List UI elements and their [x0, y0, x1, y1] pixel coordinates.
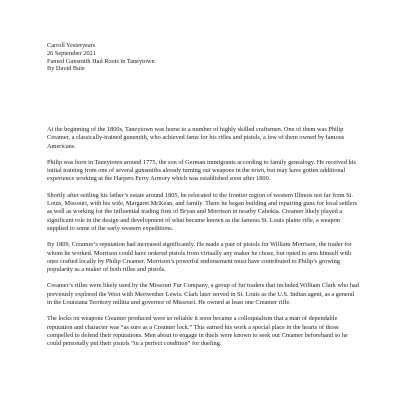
paragraph: At the beginning of the 1800s, Taneytown was home to a number of highly skilled craftsmen. One of them was Philip Creamer, a classically-trained gunsmith, who achieved fame for his rifles and pistols, a few of them owned by famous Americans. [47, 126, 345, 150]
paragraph: The locks on weapons Creamer produced were so reliable it soon became a colloquialism that a man of dependable reputation and character was “as sure as a Creamer lock.” This earned his work a special place in the hearts of those compelled to defend their reputations. Men about to engage in duels were known to seek out Creamer beforehand so he could personally put their pistols “in a perfect condition” for dueling. [47, 315, 348, 348]
publication-date: 26 September 2021 [47, 49, 96, 57]
paragraph: By 1809, Creamer’s reputation had increased significantly. He made a pair of pistols for William Morrison, the trader for whom he worked. Morrison could have ordered pistols from virtually any maker he chose, but opted to arm himself with ones crafted locally by Philip Creamer. Morrison’s powerful endorsement must have contributed to Philip’s growing popularity as a maker of both rifles and pistols. [47, 241, 352, 274]
article-header [47, 42, 155, 73]
article-body [47, 126, 359, 357]
article-byline: By David Buie [47, 65, 85, 73]
paragraph: Philip was born in Taneytown around 1775, the son of German immigrants according to family genealogy. He received his initial training from one of several gunsmiths already turning out weapons in the town, but may have gotten additional experience working at the Harpers Ferry Armory which was established soon after 1800. [47, 158, 356, 183]
paragraph: Shortly after settling his father’s estate around 1805, he relocated to the frontier region of western Illinois not far from St. Louis, Missouri, with his wife, Margaret McKean, and family. There he began building and repairing guns for local settlers as well as working for the influential trading firm of Bryan and Morrison in nearby Cahokia. Creamer likely played a significant role in the design and development of what became known as the famous St. Louis plains rifle, a weapon supplied to some of the early western expeditions. [47, 191, 358, 232]
paragraph: Creamer’s rifles were likely used by the Missouri Fur Company, a group of fur traders that included William Clark who had previously explored the West with Meriwether Lewis. Clark later served in St. Louis as the U.S. Indian agent, as a general in the Louisiana Territory militia and governor of Missouri. He owned at least one Creamer rifle. [47, 282, 359, 307]
publication-name: Carroll Yesteryears [47, 42, 96, 49]
article-title: Famed Gunsmith Had Roots in Taneytown [47, 57, 155, 65]
